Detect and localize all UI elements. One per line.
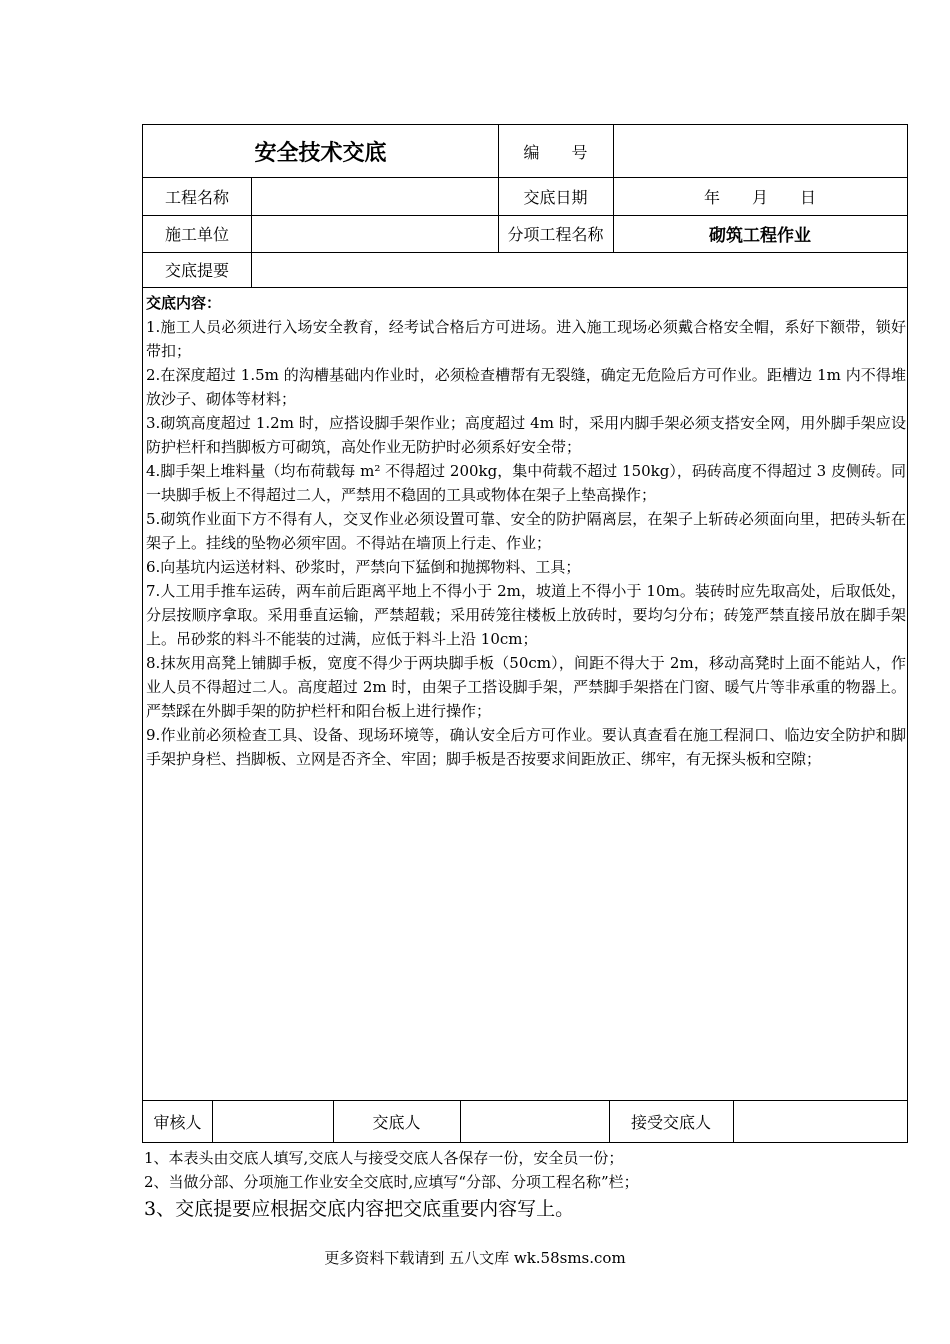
- reviewer-label: 审核人: [153, 1113, 202, 1132]
- content-item: 1.施工人员必须进行入场安全教育，经考试合格后方可进场。进入施工现场必须戴合格安全帽，系好下额带，锁好带扣；: [146, 318, 906, 360]
- disclosure-content: [146, 291, 906, 771]
- content-item: 2.在深度超过 1.5m 的沟槽基础内作业时，必须检查槽帮有无裂缝，确定无危险后方可作业。距槽边 1m 内不得堆放沙子、砌体等材料；: [146, 366, 906, 408]
- note-item: 3、交底提要应根据交底内容把交底重要内容写上。: [144, 1198, 575, 1220]
- note-item: 1、本表头由交底人填写,交底人与接受交底人各保存一份，安全员一份；: [144, 1149, 624, 1167]
- subproject-name-value[interactable]: 砌筑工程作业: [709, 226, 811, 246]
- discloser-label: 交底人: [372, 1113, 421, 1132]
- disclosure-date-field[interactable]: 年 月 日: [703, 187, 816, 207]
- project-name-label: 工程名称: [164, 187, 229, 207]
- row-divider: [143, 287, 907, 288]
- content-item: 4.脚手架上堆料量（均布荷载每 m² 不得超过 200kg，集中荷载不超过 150kg），码砖高度不得超过 3 皮侧砖。同一块脚手板上不得超过二人，严禁用不稳固的工具或物体在架子上垫高操作；: [146, 462, 906, 504]
- summary-label: 交底提要: [164, 261, 229, 280]
- form-notes: [144, 1146, 914, 1224]
- content-item: 7.人工用手推车运砖，两车前后距离平地上不得小于 2m，坡道上不得小于 10m。装砖时应先取高处，后取低处，分层按顺序拿取。采用垂直运输，严禁超载；采用砖笼往楼板上放砖时，要均匀分布；砖笼严禁直接吊放在脚手架上。吊砂浆的料斗不能装的过满，应低于料斗上沿 10cm；: [146, 582, 906, 648]
- footer-watermark: 更多资料下载请到 五八文库 wk.58sms.com: [324, 1249, 626, 1267]
- subproject-name-label: 分项工程名称: [507, 225, 604, 244]
- form-title: 安全技术交底: [254, 140, 387, 166]
- disclosure-date-label: 交底日期: [523, 187, 588, 207]
- discloser-field[interactable]: [460, 1100, 609, 1143]
- note-item: 2、当做分部、分项施工作业安全交底时,应填写“分部、分项工程名称”栏；: [144, 1173, 639, 1191]
- content-item: 9.作业前必须检查工具、设备、现场环境等，确认安全后方可作业。要认真查看在施工程洞口、临边安全防护和脚手架护身栏、挡脚板、立网是否齐全、牢固；脚手板是否按要求间距放正、绑牢，有无探头板和空隙；: [146, 726, 906, 768]
- summary-field[interactable]: [251, 252, 907, 287]
- content-item: 8.抹灰用高凳上铺脚手板，宽度不得少于两块脚手板（50cm），间距不得大于 2m，移动高凳时上面不能站人，作业人员不得超过二人。高度超过 2m 时，由架子工搭设脚手架，严禁脚手架搭在门窗、暖气片等非承重的物器上。严禁踩在外脚手架的防护栏杆和阳台板上进行操作；: [146, 654, 906, 720]
- safety-disclosure-form: [142, 124, 908, 1143]
- number-field[interactable]: [613, 125, 907, 177]
- number-label: 编 号: [523, 142, 588, 162]
- receiver-field[interactable]: [733, 1100, 907, 1143]
- content-item: 3.砌筑高度超过 1.2m 时，应搭设脚手架作业；高度超过 4m 时，采用内脚手架必须支搭安全网，用外脚手架应设防护栏杆和挡脚板方可砌筑，高处作业无防护时必须系好安全带；: [146, 414, 906, 456]
- content-heading: 交底内容：: [146, 294, 222, 312]
- construction-unit-field[interactable]: [251, 215, 498, 252]
- project-name-field[interactable]: [251, 177, 498, 215]
- content-item: 5.砌筑作业面下方不得有人，交叉作业必须设置可靠、安全的防护隔离层，在架子上斩砖必须面向里，把砖头斩在架子上。挂线的坠物必须牢固。不得站在墙顶上行走、作业；: [146, 510, 906, 552]
- reviewer-field[interactable]: [212, 1100, 333, 1143]
- construction-unit-label: 施工单位: [164, 225, 229, 244]
- content-item: 6.向基坑内运送材料、砂浆时，严禁向下猛倒和抛掷物料、工具；: [146, 558, 581, 576]
- receiver-label: 接受交底人: [630, 1113, 711, 1132]
